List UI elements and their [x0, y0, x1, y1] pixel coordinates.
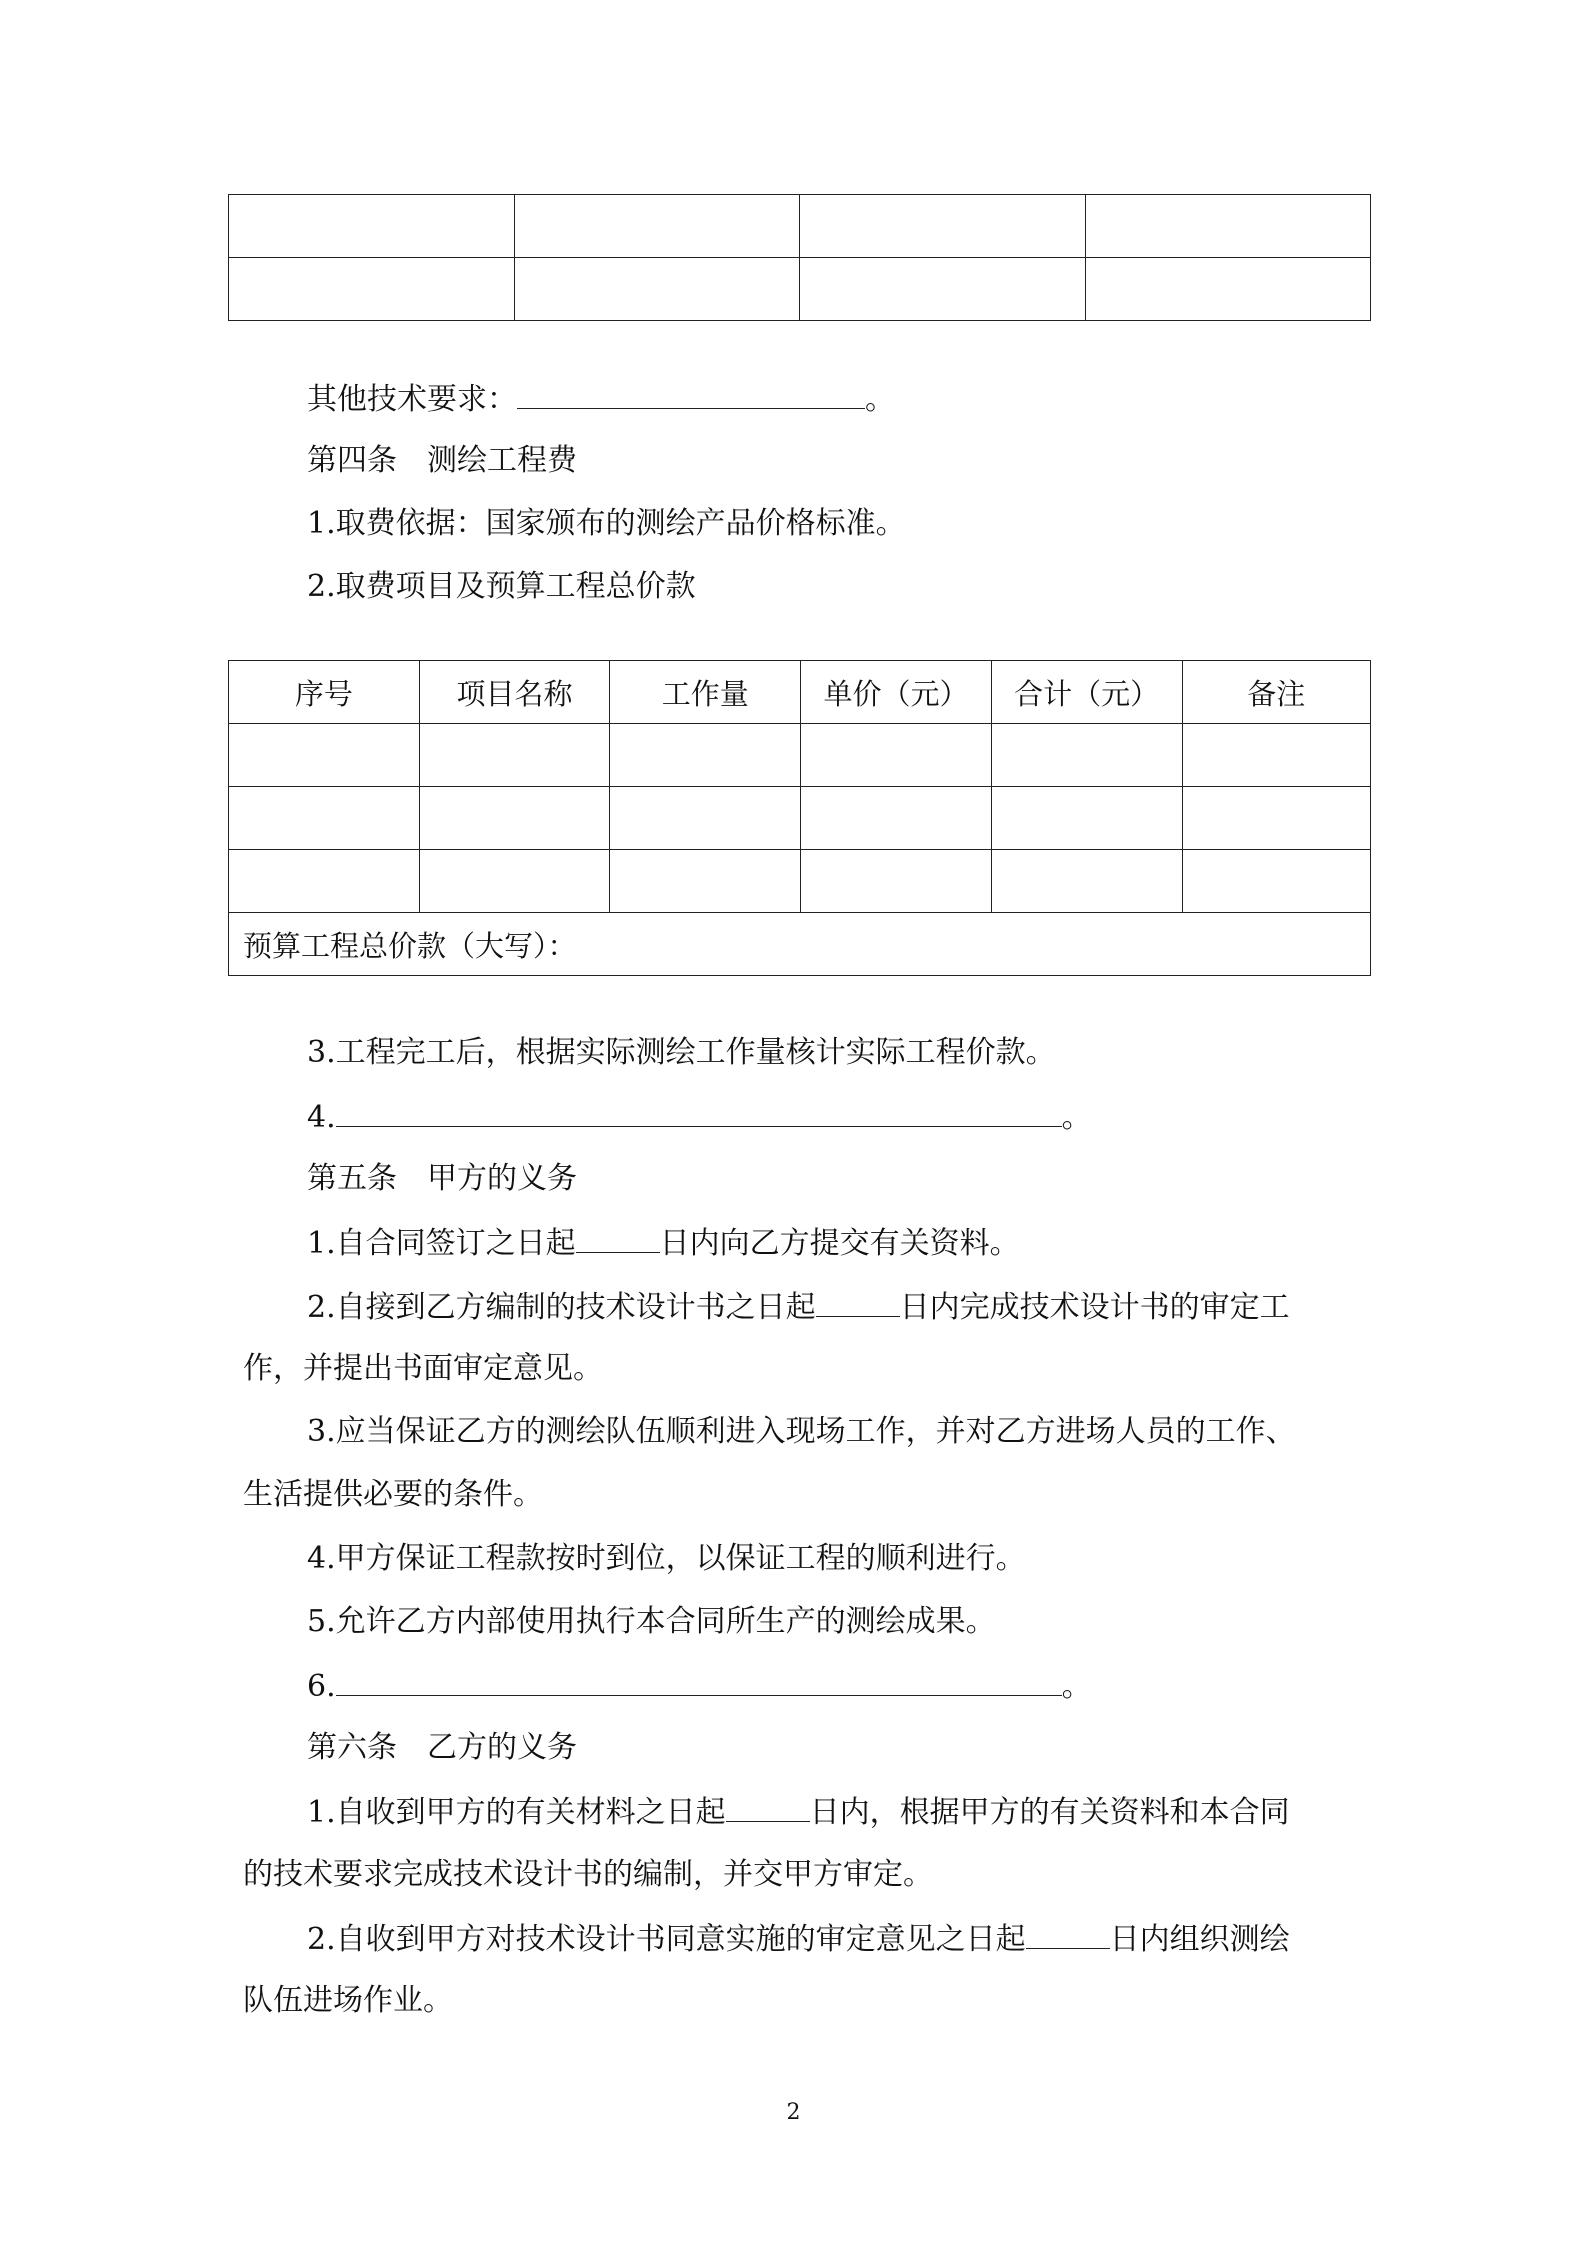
table-cell — [1182, 787, 1370, 850]
table-cell — [229, 787, 420, 850]
table-cell — [991, 724, 1182, 787]
item-5-2-cont: 作，并提出书面审定意见。 — [243, 1351, 603, 1386]
text-segment: 1.自合同签订之日起 — [307, 1226, 576, 1261]
text-segment: 日内组织测绘 — [1109, 1922, 1290, 1957]
table-cell — [610, 787, 801, 850]
other-requirements-label: 其他技术要求： — [307, 382, 517, 417]
item-number: 6. — [307, 1669, 336, 1704]
table-cell — [610, 724, 801, 787]
table-cell — [801, 787, 992, 850]
item-5-5: 5.允许乙方内部使用执行本合同所生产的测绘成果。 — [307, 1604, 996, 1639]
article-4-title: 第四条 测绘工程费 — [307, 443, 577, 478]
fee-table — [228, 660, 1371, 976]
table-row — [229, 258, 1371, 321]
item-4-3: 3.工程完工后，根据实际测绘工作量核计实际工程价款。 — [307, 1035, 1056, 1070]
fill-blank[interactable] — [1026, 1918, 1110, 1949]
article-5-title: 第五条 甲方的义务 — [307, 1161, 577, 1196]
table-cell — [800, 258, 1086, 321]
item-4-1: 1.取费依据：国家颁布的测绘产品价格标准。 — [307, 506, 906, 541]
table-cell — [229, 258, 515, 321]
item-4-4 — [307, 1096, 1092, 1138]
item-5-1 — [307, 1222, 1020, 1264]
table-cell — [1182, 724, 1370, 787]
table-cell — [514, 258, 800, 321]
table-cell — [229, 724, 420, 787]
text-segment: 2.自接到乙方编制的技术设计书之日起 — [307, 1290, 816, 1325]
item-4-2: 2.取费项目及预算工程总价款 — [307, 569, 696, 604]
text-segment: 日内，根据甲方的有关资料和本合同 — [809, 1795, 1290, 1830]
other-requirements-line — [307, 378, 895, 420]
text-segment: 日内向乙方提交有关资料。 — [659, 1226, 1020, 1261]
fill-blank[interactable] — [816, 1286, 900, 1317]
item-6-2-cont: 队伍进场作业。 — [243, 1983, 453, 2018]
header-cell: 备注 — [1182, 661, 1370, 724]
item-5-3: 3.应当保证乙方的测绘队伍顺利进入现场工作，并对乙方进场人员的工作、 — [307, 1414, 1296, 1449]
item-6-1-cont: 的技术要求完成技术设计书的编制，并交甲方审定。 — [243, 1857, 933, 1892]
text-segment: 2.自收到甲方对技术设计书同意实施的审定意见之日起 — [307, 1922, 1026, 1957]
article-6-title: 第六条 乙方的义务 — [307, 1730, 577, 1765]
table-cell — [1182, 850, 1370, 913]
table-cell — [801, 724, 992, 787]
header-cell: 工作量 — [610, 661, 801, 724]
table-cell — [229, 850, 420, 913]
table-cell — [610, 850, 801, 913]
table-cell — [991, 787, 1182, 850]
fill-blank[interactable] — [576, 1222, 660, 1253]
header-cell: 单价（元） — [801, 661, 992, 724]
table-row — [229, 724, 1371, 787]
fill-blank[interactable] — [336, 1665, 1062, 1696]
table-cell — [514, 195, 800, 258]
total-price-label: 预算工程总价款（大写）： — [229, 913, 1371, 976]
table-cell — [1085, 258, 1371, 321]
item-number: 4. — [307, 1100, 336, 1135]
fill-blank[interactable] — [726, 1791, 810, 1822]
table-cell — [800, 195, 1086, 258]
item-6-1 — [307, 1791, 1290, 1833]
text-segment: 1.自收到甲方的有关材料之日起 — [307, 1795, 726, 1830]
table-cell — [419, 850, 610, 913]
fill-blank[interactable] — [517, 378, 865, 409]
table-row — [229, 195, 1371, 258]
table-cell — [1085, 195, 1371, 258]
table-cell — [991, 850, 1182, 913]
period: 。 — [865, 382, 895, 417]
period: 。 — [1061, 1100, 1092, 1135]
item-6-2 — [307, 1918, 1290, 1960]
item-5-3-cont: 生活提供必要的条件。 — [243, 1477, 543, 1512]
total-row — [229, 913, 1371, 976]
continued-table — [228, 194, 1371, 321]
table-cell — [229, 195, 515, 258]
item-5-6 — [307, 1665, 1092, 1707]
header-cell: 项目名称 — [419, 661, 610, 724]
table-row — [229, 850, 1371, 913]
table-header-row — [229, 661, 1371, 724]
page-number: 2 — [786, 2100, 801, 2125]
item-5-2 — [307, 1286, 1290, 1328]
period: 。 — [1061, 1669, 1092, 1704]
table-cell — [419, 787, 610, 850]
item-5-4: 4.甲方保证工程款按时到位，以保证工程的顺利进行。 — [307, 1541, 1026, 1576]
fill-blank[interactable] — [336, 1096, 1062, 1127]
table-cell — [419, 724, 610, 787]
table-cell — [801, 850, 992, 913]
header-cell: 合计（元） — [991, 661, 1182, 724]
text-segment: 日内完成技术设计书的审定工 — [899, 1290, 1290, 1325]
table-row — [229, 787, 1371, 850]
header-cell: 序号 — [229, 661, 420, 724]
